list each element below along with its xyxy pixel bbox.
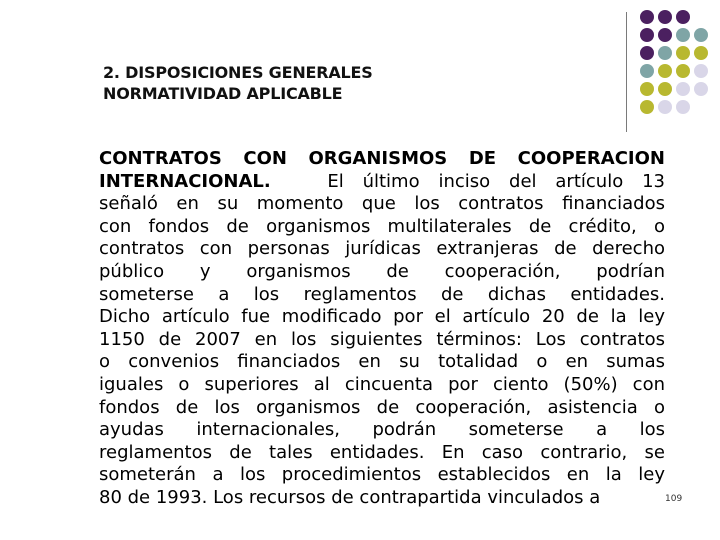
decorative-dot [676, 46, 690, 60]
decorative-dot [694, 64, 708, 78]
body-line: someterán a los procedimientos establecidos en la ley [99, 464, 665, 486]
body-line: fondos de los organismos de cooperación, asistencia o [99, 396, 665, 418]
decorative-dot [640, 10, 654, 24]
heading-part-1: CONTRATOS CON ORGANISMOS DE COOPERACION [99, 148, 665, 169]
decorative-dot [658, 100, 672, 114]
decorative-dot [658, 82, 672, 96]
body-line: o convenios financiados en su totalidad o en sumas [99, 351, 665, 373]
body-line [99, 171, 665, 194]
title-line-1: 2. DISPOSICIONES GENERALES [103, 63, 373, 82]
decorative-dot [676, 100, 690, 114]
body-line-heading [99, 148, 665, 171]
body-line: 80 de 1993. Los recursos de contrapartida vinculados a [99, 486, 601, 508]
vertical-divider [626, 12, 627, 132]
body-line: con fondos de organismos multilaterales de crédito, o [99, 215, 665, 237]
decorative-dot [676, 82, 690, 96]
decorative-dot [658, 64, 672, 78]
decorative-dot [676, 28, 690, 42]
title-line-2: NORMATIVIDAD APLICABLE [103, 84, 343, 103]
decorative-dot [676, 10, 690, 24]
decorative-dot [676, 64, 690, 78]
body-line: 1150 de 2007 en los siguientes términos: Los contratos [99, 328, 665, 350]
decorative-dot [658, 46, 672, 60]
decorative-dot [640, 100, 654, 114]
decorative-dot [694, 46, 708, 60]
decorative-dot [694, 28, 708, 42]
decorative-dot [640, 46, 654, 60]
decorative-dot [640, 64, 654, 78]
heading-part-2: INTERNACIONAL. [99, 170, 271, 192]
page-number: 109 [665, 494, 683, 504]
body-line: ayudas internacionales, podrán someterse a los [99, 419, 665, 441]
decorative-dot [658, 28, 672, 42]
decorative-dot [640, 28, 654, 42]
body-line: señaló en su momento que los contratos financiados [99, 193, 665, 215]
decorative-dot [694, 82, 708, 96]
body-line: someterse a los reglamentos de dichas entidades. [99, 283, 665, 305]
body-line: contratos con personas jurídicas extranjeras de derecho [99, 238, 665, 260]
body-line: reglamentos de tales entidades. En caso contrario, se [99, 441, 665, 463]
body-text [99, 148, 665, 510]
body-line: Dicho artículo fue modificado por el artículo 20 de la ley [99, 306, 665, 328]
slide-title [103, 62, 373, 104]
body-line-text: El último inciso del artículo 13 [327, 170, 665, 192]
decorative-dot [658, 10, 672, 24]
body-line: público y organismos de cooperación, podrían [99, 260, 665, 282]
decorative-dot [640, 82, 654, 96]
body-line: iguales o superiores al cincuenta por ciento (50%) con [99, 373, 665, 395]
